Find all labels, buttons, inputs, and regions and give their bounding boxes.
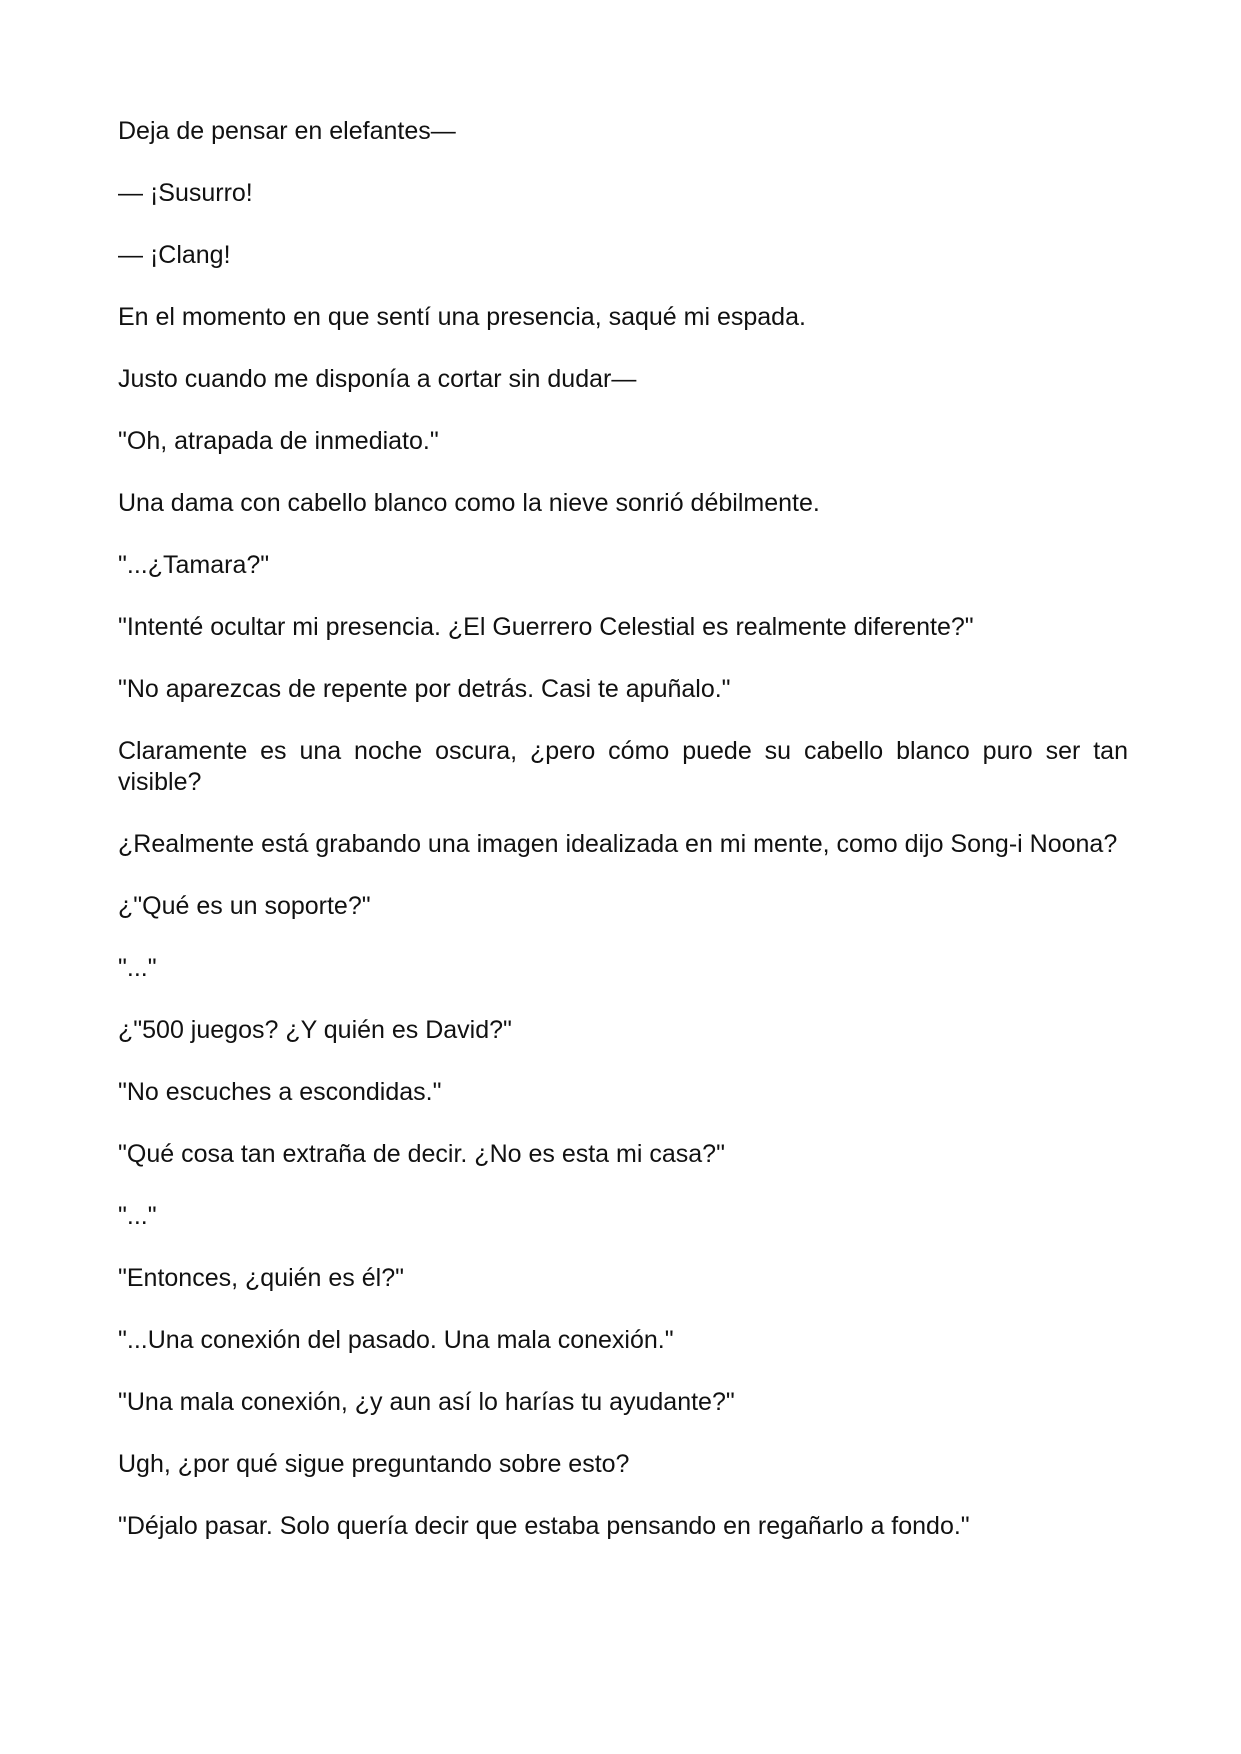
paragraph: "...¿Tamara?" bbox=[118, 551, 270, 579]
paragraph: Ugh, ¿por qué sigue preguntando sobre esto? bbox=[118, 1450, 630, 1478]
paragraph: "Intenté ocultar mi presencia. ¿El Guerrero Celestial es realmente diferente?" bbox=[118, 613, 974, 641]
paragraph: — ¡Clang! bbox=[118, 241, 231, 269]
paragraph: "..." bbox=[118, 1202, 157, 1230]
paragraph: Una dama con cabello blanco como la nieve sonrió débilmente. bbox=[118, 489, 820, 517]
paragraph: "Qué cosa tan extraña de decir. ¿No es esta mi casa?" bbox=[118, 1140, 725, 1168]
paragraph: Deja de pensar en elefantes— bbox=[118, 117, 456, 145]
document-body bbox=[118, 116, 1128, 1573]
paragraph: ¿Realmente está grabando una imagen idealizada en mi mente, como dijo Song-i Noona? bbox=[118, 830, 1118, 858]
paragraph: — ¡Susurro! bbox=[118, 179, 253, 207]
paragraph: ¿"Qué es un soporte?" bbox=[118, 892, 371, 920]
paragraph: "...Una conexión del pasado. Una mala conexión." bbox=[118, 1326, 674, 1354]
paragraph: Justo cuando me disponía a cortar sin dudar— bbox=[118, 365, 637, 393]
paragraph: "Entonces, ¿quién es él?" bbox=[118, 1264, 404, 1292]
paragraph: "..." bbox=[118, 954, 157, 982]
paragraph: "No escuches a escondidas." bbox=[118, 1078, 442, 1106]
paragraph: "Oh, atrapada de inmediato." bbox=[118, 427, 439, 455]
paragraph: En el momento en que sentí una presencia, saqué mi espada. bbox=[118, 303, 806, 331]
paragraph: "No aparezcas de repente por detrás. Casi te apuñalo." bbox=[118, 675, 731, 703]
paragraph: "Déjalo pasar. Solo quería decir que estaba pensando en regañarlo a fondo." bbox=[118, 1512, 970, 1540]
paragraph: "Una mala conexión, ¿y aun así lo harías tu ayudante?" bbox=[118, 1388, 735, 1416]
paragraph: Claramente es una noche oscura, ¿pero cómo puede su cabello blanco puro ser tan visible? bbox=[118, 737, 1128, 796]
paragraph: ¿"500 juegos? ¿Y quién es David?" bbox=[118, 1016, 512, 1044]
